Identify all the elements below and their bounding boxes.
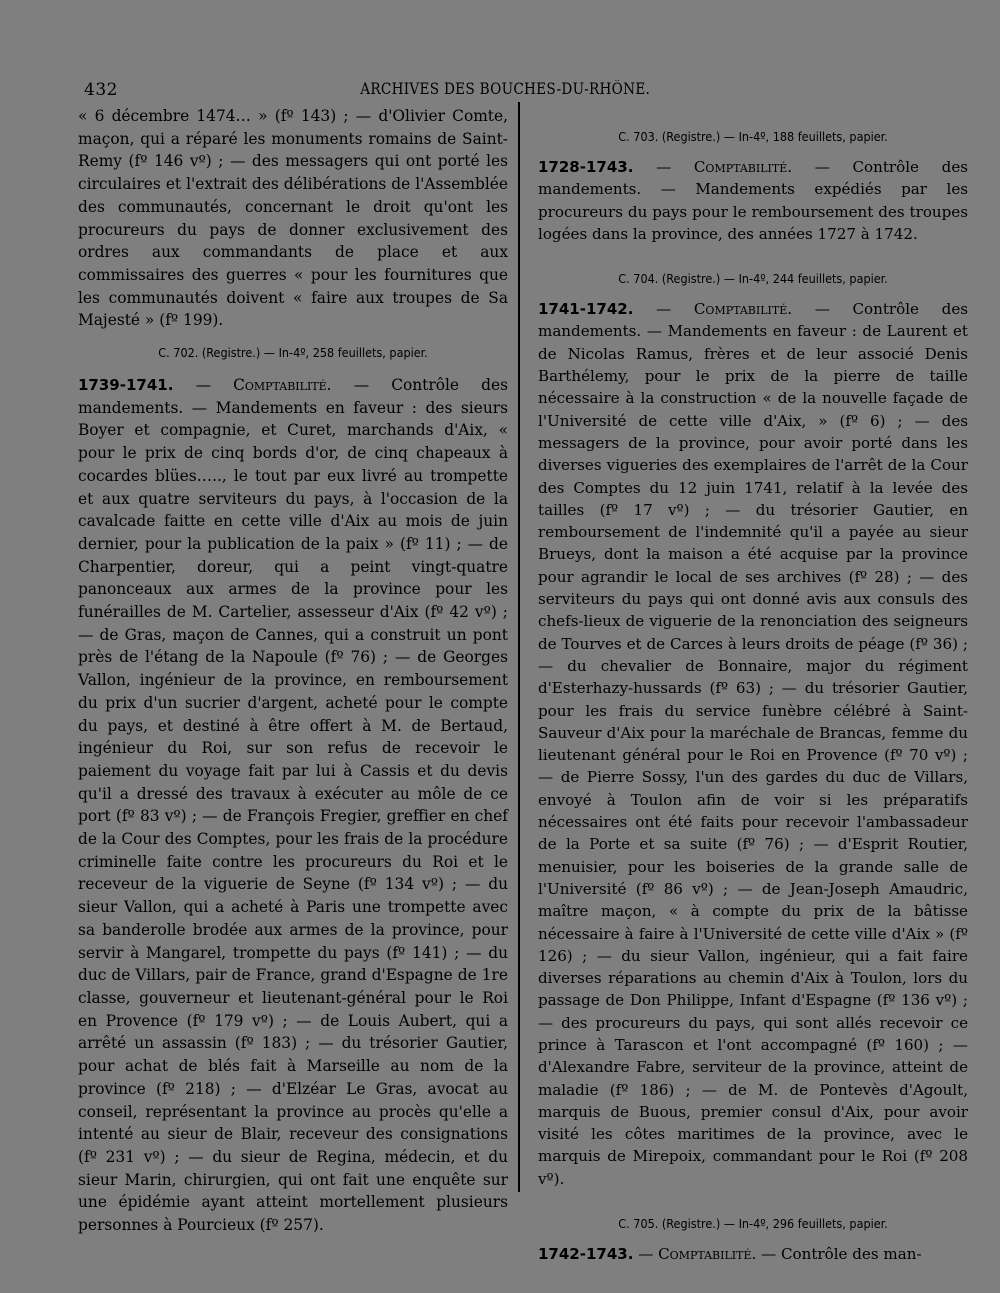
entry-c704-text: — Contrôle des mandements. — Mandements en faveur : de Laurent et de Nicolas Ramus, frères et de leur associé Denis Barthélemy, pour le prix de la pierre de taille nécessaire à la construction « de la nouvelle façade de l'Université de cette ville d'Aix, » (fº 6) ; — des messagers de la province, pour avoir porté dans les diverses vigueries des exemplaires de l'arrêt de la Cour des Comptes du 12 juin 1741, relatif à la levée des tailles (fº 17 vº) ; — du trésorier Gautier, en remboursement de l'indemnité qu'il a payée au sieur Brueys, dont la maison a été acquise par la province pour agrandir le local de ses archives (fº 28) ; — des serviteurs du pays qui ont donné avis aux consuls des chefs-lieux de viguerie de la renonciation des seigneurs de Tourves et de Carces à leurs droits de péage (fº 36) ; — du chevalier de Bonnaire, major du régiment d'Esterhazy-hussards (fº 63) ; — du trésorier Gautier, pour les frais du service funèbre célébré à Saint-Sauveur d'Aix pour la maréchale de Brancas, femme du lieutenant général pour le Roi en Provence (fº 70 vº) ; — de Pierre Sossy, l'un des gardes du duc de Villars, envoyé à Toulon afin de voir si les préparatifs nécessaires ont été faits pour recevoir l'ambassadeur de la Porte et sa suite (fº 76) ; — d'Esprit Routier, menuisier, pour les boiseries de la grande salle de l'Université (fº 86 vº) ; — de Jean-Joseph Amaudric, maître maçon, « à compte du prix de la bâtisse nécessaire à faire à l'Université de cette ville d'Aix » (fº 126) ; — du sieur Vallon, ingénieur, qui a fait faire diverses réparations au chemin d'Aix à Toulon, lors du passage de Don Philippe, Infant d'Espagne (fº 136 vº) ; — des procureurs du pays, qui sont allés recevoir ce prince à Tarascon et l'ont accompagné (fº 160) ; — d'Alexandre Fabre, serviteur de la province, atteint de maladie (fº 186) ; — de M. de Pontevès d'Agoult, marquis de Buous, premier consul d'Aix, pour avoir visité les côtes maritimes de la province, avec le marquis de Mirepoix, commandant pour le Roi (fº 208 vº). <box>538 300 969 1188</box>
entry-c703-dates: 1728-1743. <box>538 158 634 176</box>
page-number: 432 <box>84 80 118 100</box>
entry-c702-text: — Contrôle des mandements. — Mandements en faveur : des sieurs Boyer et compagnie, et Curet, marchands d'Aix, « pour le prix de cinq bords d'or, de cinq chapeaux à cocardes blües….., le tout par eux livré au trompette et aux quatre serviteurs du pays, à l'occasion de la cavalcade faitte en cette ville d'Aix au mois de juin dernier, pour la publication de la paix » (fº 11) ; — de Charpentier, doreur, qui a peint vingt-quatre panonceaux aux armes de la province pour les funérailles de M. Cartelier, assesseur d'Aix (fº 42 vº) ; — de Gras, maçon de Cannes, qui a construit un pont près de l'étang de la Napoule (fº 76) ; — de Georges Vallon, ingénieur de la province, en remboursement du prix d'un sucrier d'argent, acheté pour le compte du pays, et destiné à être offert à M. de Bertaud, ingénieur du Roi, sur son refus de recevoir le paiement du voyage fait par lui à Cassis et du devis qu'il a dressé des travaux à exécuter au môle de ce port (fº 83 vº) ; — de François Fregier, greffier en chef de la Cour des Comptes, pour les frais de la procédure criminelle faite contre les procureurs du Roi et le receveur de la viguerie de Seyne (fº 134 vº) ; — du sieur Vallon, qui a acheté à Paris une trompette avec sa banderolle brodée aux armes de la province, pour servir à Mangarel, trompette du pays (fº 141) ; — du duc de Villars, pair de France, grand d'Espagne de 1re classe, gouverneur et lieutenant-général pour le Roi en Provence (fº 179 vº) ; — de Louis Aubert, qui a arrêté un assassin (fº 183) ; — du trésorier Gautier, pour achat de blés fait à Marseille au nom de la province (fº 218) ; — d'Elzéar Le Gras, avocat au conseil, représentant la province au procès qu'elle a intenté au sieur de Blair, receveur des consignations (fº 231 vº) ; — du sieur de Regina, médecin, et du sieur Marin, chirurgien, qui ont fait une enquête sur une épidémie ayant atteint mortellement plusieurs personnes à Pourcieux (fº 257). <box>78 376 508 1235</box>
entry-c702-category: — Comptabilité. <box>195 376 332 394</box>
entry-c702-dates: 1739-1741. <box>78 376 174 394</box>
entry-c705-category: — Comptabilité. <box>638 1245 757 1264</box>
entry-c705 <box>538 1243 968 1265</box>
right-column <box>538 105 968 1265</box>
entry-c703-text: — Contrôle des mandements. — Mandements expédiés par les procureurs du pays pour le remboursement des troupes logées dans la province, des années 1727 à 1742. <box>538 158 969 243</box>
cote-c702: C. 702. (Registre.) — In-4º, 258 feuillets, papier. <box>158 345 428 360</box>
entry-c704-dates: 1741-1742. <box>538 300 634 319</box>
entry-c703-category: — Comptabilité. <box>656 158 793 176</box>
entry-c703 <box>538 156 968 245</box>
column-divider <box>518 102 520 1192</box>
entry-c702 <box>78 374 508 1237</box>
cote-c705: C. 705. (Registre.) — In-4º, 296 feuillets, papier. <box>618 1216 888 1232</box>
cote-c704: C. 704. (Registre.) — In-4º, 244 feuillets, papier. <box>618 271 888 287</box>
entry-c704 <box>538 298 968 1190</box>
entry-c704-category: — Comptabilité. <box>656 300 793 319</box>
running-title: ARCHIVES DES BOUCHES-DU-RHÔNE. <box>360 80 651 98</box>
entry-c705-text: — Contrôle des man- <box>761 1245 922 1264</box>
left-column <box>78 105 508 1237</box>
entry-c705-dates: 1742-1743. <box>538 1245 634 1264</box>
continued-entry-text: « 6 décembre 1474… » (fº 143) ; — d'Olivier Comte, maçon, qui a réparé les monuments romains de Saint-Remy (fº 146 vº) ; — des messagers qui ont porté les circulaires et l'extrait des délibérations de l'Assemblée des communautés, concernant le droit qu'ont les procureurs du pays de donner exclusivement des ordres aux commandants de place et aux commissaires des guerres « pour les fournitures que les communautés doivent « faire aux troupes de Sa Majesté » (fº 199). <box>78 107 508 330</box>
cote-c703: C. 703. (Registre.) — In-4º, 188 feuillets, papier. <box>618 129 888 144</box>
